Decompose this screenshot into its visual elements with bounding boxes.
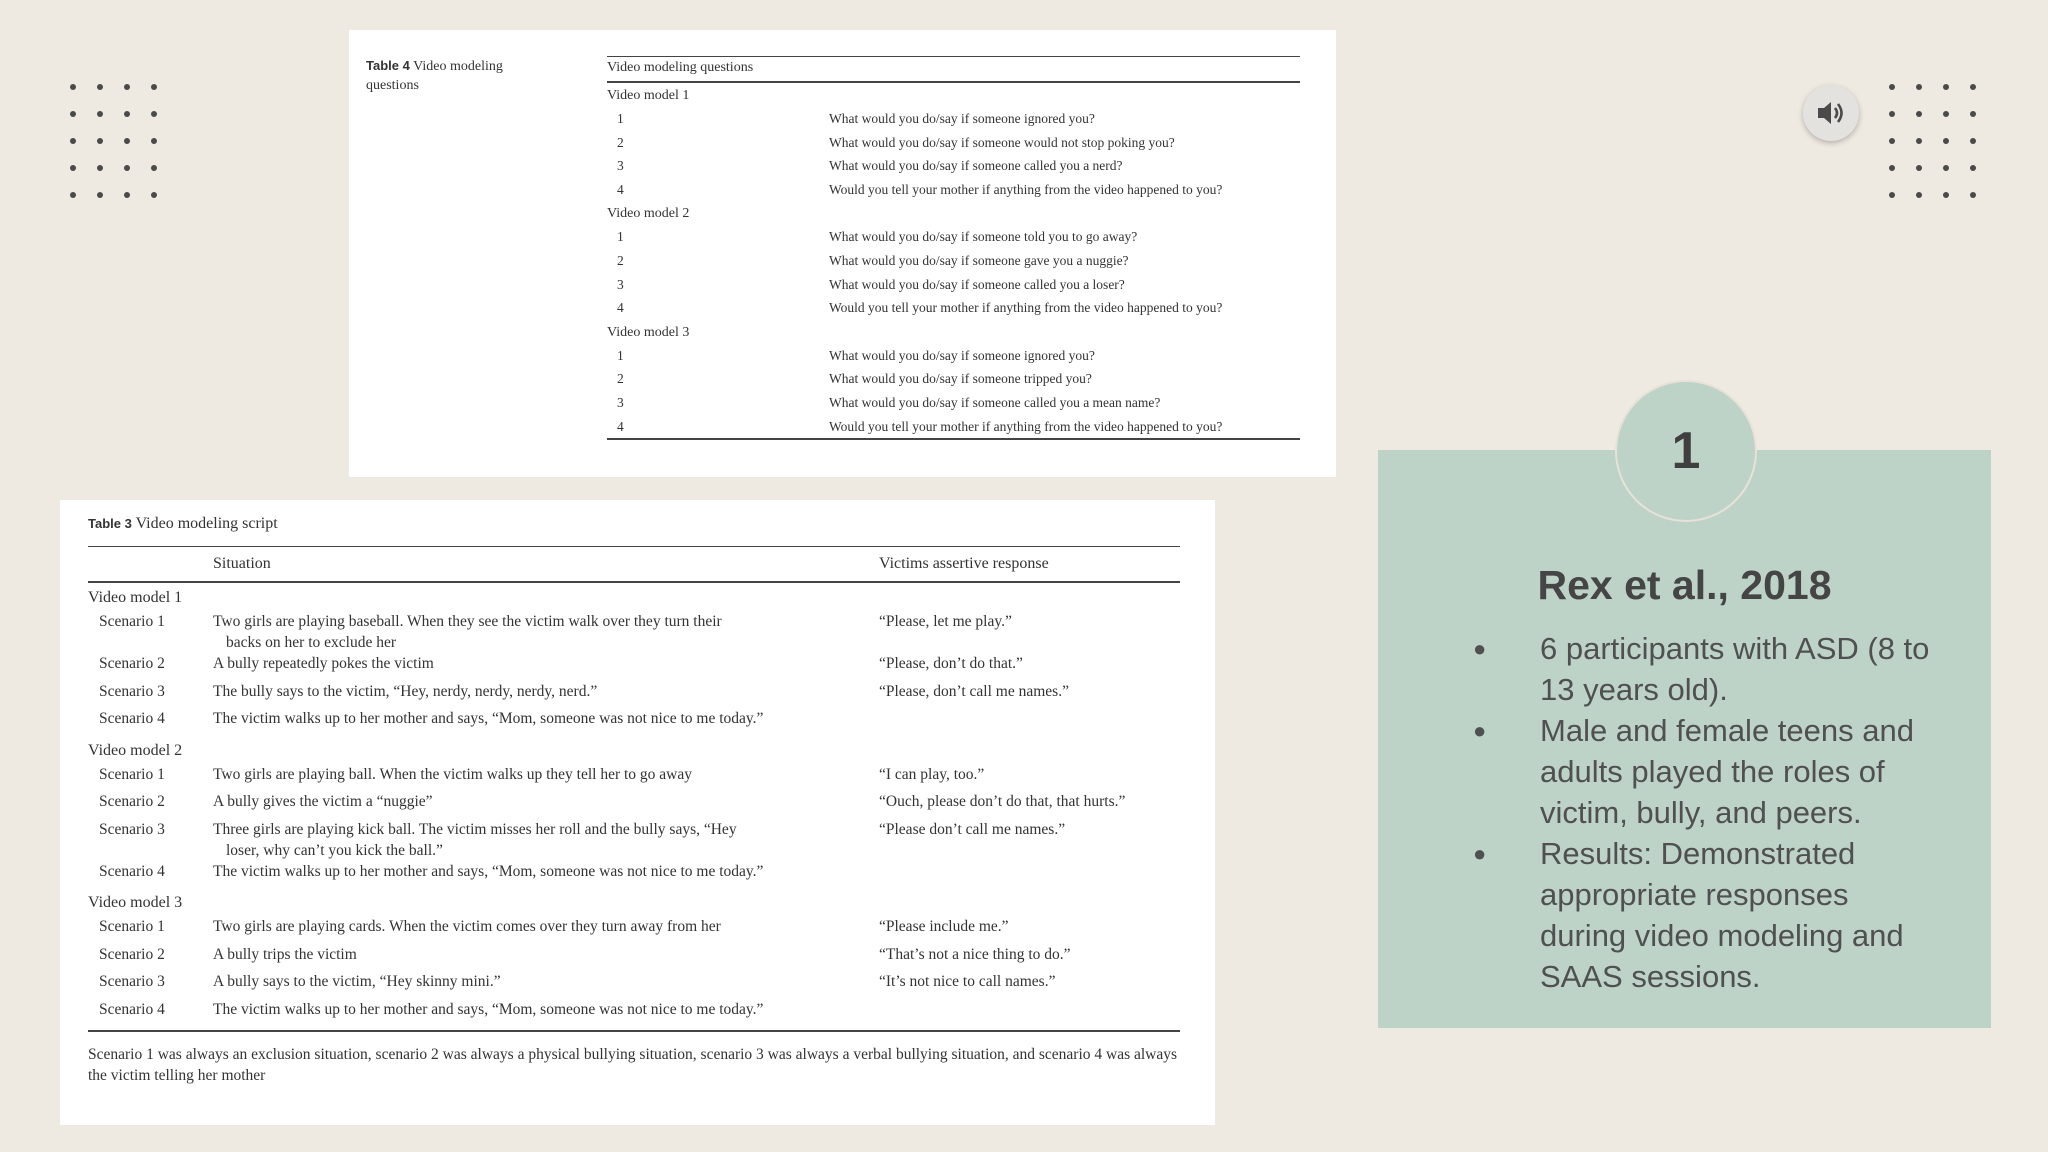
group-title: Video model 3 [88,894,183,911]
table3-body [88,546,1180,1086]
situation-cell [213,819,879,861]
situation-text: The bully says to the victim, “Hey, nerdy, nerdy, nerdy, nerd.” [213,682,598,700]
scenario-row [88,653,1180,681]
question-number: 1 [617,111,624,126]
scenario-label: Scenario 4 [99,1000,165,1018]
group-title: Video model 2 [607,206,690,222]
question-text: What would you do/say if someone called you a nerd? [829,158,1123,174]
situation-text: A bully says to the victim, “Hey skinny mini.” [213,973,501,990]
situation-text: A bully gives the victim a “nuggie” [213,793,433,810]
situation-cell [213,944,879,972]
question-row [607,367,1300,391]
question-row [607,107,1300,131]
response-text [879,861,1180,889]
situation-text-continued: loser, why can’t you kick the ball.” [226,841,443,859]
question-number: 3 [617,276,624,292]
scenario-label: Scenario 2 [99,945,165,963]
question-text: What would you do/say if someone would not stop poking you? [829,134,1175,150]
question-row [607,273,1300,297]
response-text: “Please, don’t call me names.” [879,682,1069,700]
situation-text: A bully repeatedly pokes the victim [213,655,434,672]
card-bullets [1465,628,1935,997]
scenario-label: Scenario 2 [99,793,165,810]
group-title: Video model 1 [88,589,183,606]
situation-text: The victim walks up to her mother and says, “Mom, someone was not nice to me today.” [213,710,764,727]
scenario-row [88,944,1180,972]
table4-header: Video modeling questions [607,60,754,75]
speaker-icon [1816,99,1846,127]
table3-caption [88,515,278,533]
question-row [607,415,1300,439]
response-text: “Please include me.” [879,918,1009,935]
group-title: Video model 3 [607,324,690,340]
question-text: What would you do/say if someone gave you a nuggie? [829,252,1129,268]
question-number: 4 [617,418,624,434]
scenario-row [88,611,1180,653]
scenario-row [88,764,1180,792]
question-row [607,225,1300,249]
group-title: Video model 2 [88,741,183,759]
question-number: 1 [617,229,624,245]
scenario-label: Scenario 3 [99,820,165,838]
situation-cell [213,653,879,681]
table4-caption-text: Video modeling questions [366,59,503,93]
question-text: What would you do/say if someone tripped you? [829,371,1092,387]
question-text: What would you do/say if someone called you a mean name? [829,394,1161,410]
scenario-label: Scenario 1 [99,918,165,935]
rule [607,438,1300,440]
group-title: Video model 1 [607,88,690,103]
situation-cell [213,681,879,709]
question-row [607,131,1300,155]
response-text: “Please, let me play.” [879,613,1012,630]
situation-cell [213,861,879,889]
response-text: “Please don’t call me names.” [879,820,1066,838]
situation-text: Three girls are playing kick ball. The victim misses her roll and the bully says, “Hey [213,820,737,838]
table3-header [88,547,1180,581]
response-text [879,708,1180,736]
card-title: Rex et al., 2018 [1537,562,1832,608]
scenario-row [88,681,1180,709]
situation-text: Two girls are playing cards. When the victim comes over they turn away from her [213,918,721,935]
table3-label: Table 3 [88,516,132,531]
table4-caption [366,56,536,95]
situation-text: Two girls are playing ball. When the victim walks up they tell her to go away [213,765,693,783]
table3-footnote: Scenario 1 was always an exclusion situation, scenario 2 was always a physical bullying situation, scenario 3 was always a verbal bullying situation, and scenario 4 was always the victim telling her mother [88,1046,1178,1084]
response-text: “Please, don’t do that.” [879,655,1023,672]
question-text: What would you do/say if someone told you to go away? [829,229,1138,245]
number-badge: 1 [1615,380,1757,522]
question-number: 2 [617,252,624,268]
situation-text: Two girls are playing baseball. When they see the victim walk over they turn their [213,613,722,630]
response-text: “Ouch, please don’t do that, that hurts.” [879,793,1126,810]
question-number: 2 [617,134,624,150]
scenario-row [88,708,1180,736]
question-number: 4 [617,181,624,197]
bullet-item: ● 6 participants with ASD (8 to 13 years old). [1465,628,1935,710]
question-number: 3 [617,158,624,174]
header-spacer [88,547,213,581]
scenario-label: Scenario 4 [99,862,165,880]
question-number: 2 [617,371,624,387]
situation-text: The victim walks up to her mother and says, “Mom, someone was not nice to me today.” [213,1000,764,1018]
table4-label: Table 4 [366,58,410,73]
scenario-row [88,916,1180,944]
dot-grid-right [1889,84,1976,198]
response-text: “That’s not a nice thing to do.” [879,945,1071,963]
question-number: 3 [617,394,624,410]
question-number: 4 [617,300,624,316]
question-text: Would you tell your mother if anything from the video happened to you? [829,418,1223,434]
table3-groups [88,583,1180,1026]
question-row [607,296,1300,320]
question-row [607,249,1300,273]
response-text [879,999,1180,1027]
scenario-label: Scenario 1 [99,765,165,783]
situation-cell [213,764,879,792]
scenario-label: Scenario 3 [99,682,165,700]
situation-cell [213,791,879,819]
situation-cell [213,708,879,736]
audio-button[interactable] [1803,85,1859,141]
scenario-label: Scenario 4 [99,710,165,727]
situation-cell [213,971,879,999]
scenario-label: Scenario 2 [99,655,165,672]
question-text: What would you do/say if someone called you a loser? [829,276,1125,292]
bullet-item: ● Results: Demonstrated appropriate responses during video modeling and SAAS sessions. [1465,833,1935,997]
table3-caption-text: Video modeling script [135,515,278,532]
situation-text: A bully trips the victim [213,945,357,963]
scenario-label: Scenario 3 [99,973,165,990]
situation-cell [213,999,879,1027]
scenario-row [88,999,1180,1027]
question-text: What would you do/say if someone ignored you? [829,347,1095,363]
question-number: 1 [617,347,624,363]
question-row [607,391,1300,415]
table4-groups [607,83,1300,438]
situation-cell [213,916,879,944]
scenario-row [88,791,1180,819]
table3-image [60,500,1215,1125]
col-situation: Situation [213,555,271,572]
scenario-label: Scenario 1 [99,613,165,630]
question-text: Would you tell your mother if anything from the video happened to you? [829,181,1223,197]
question-text: What would you do/say if someone ignored you? [829,111,1095,126]
response-text: “It’s not nice to call names.” [879,973,1056,990]
question-row [607,178,1300,202]
scenario-row [88,861,1180,889]
table4-body [607,56,1300,440]
col-response: Victims assertive response [879,555,1049,572]
situation-text-continued: backs on her to exclude her [226,634,397,651]
question-text: Would you tell your mother if anything from the video happened to you? [829,300,1223,316]
response-text: “I can play, too.” [879,765,985,783]
scenario-row [88,819,1180,861]
question-row [607,344,1300,368]
situation-text: The victim walks up to her mother and says, “Mom, someone was not nice to me today.” [213,862,764,880]
table4-image [349,30,1336,477]
bullet-item: ● Male and female teens and adults played the roles of victim, bully, and peers. [1465,710,1935,833]
scenario-row [88,971,1180,999]
question-row [607,154,1300,178]
dot-grid-left [70,84,157,198]
situation-cell [213,611,879,653]
